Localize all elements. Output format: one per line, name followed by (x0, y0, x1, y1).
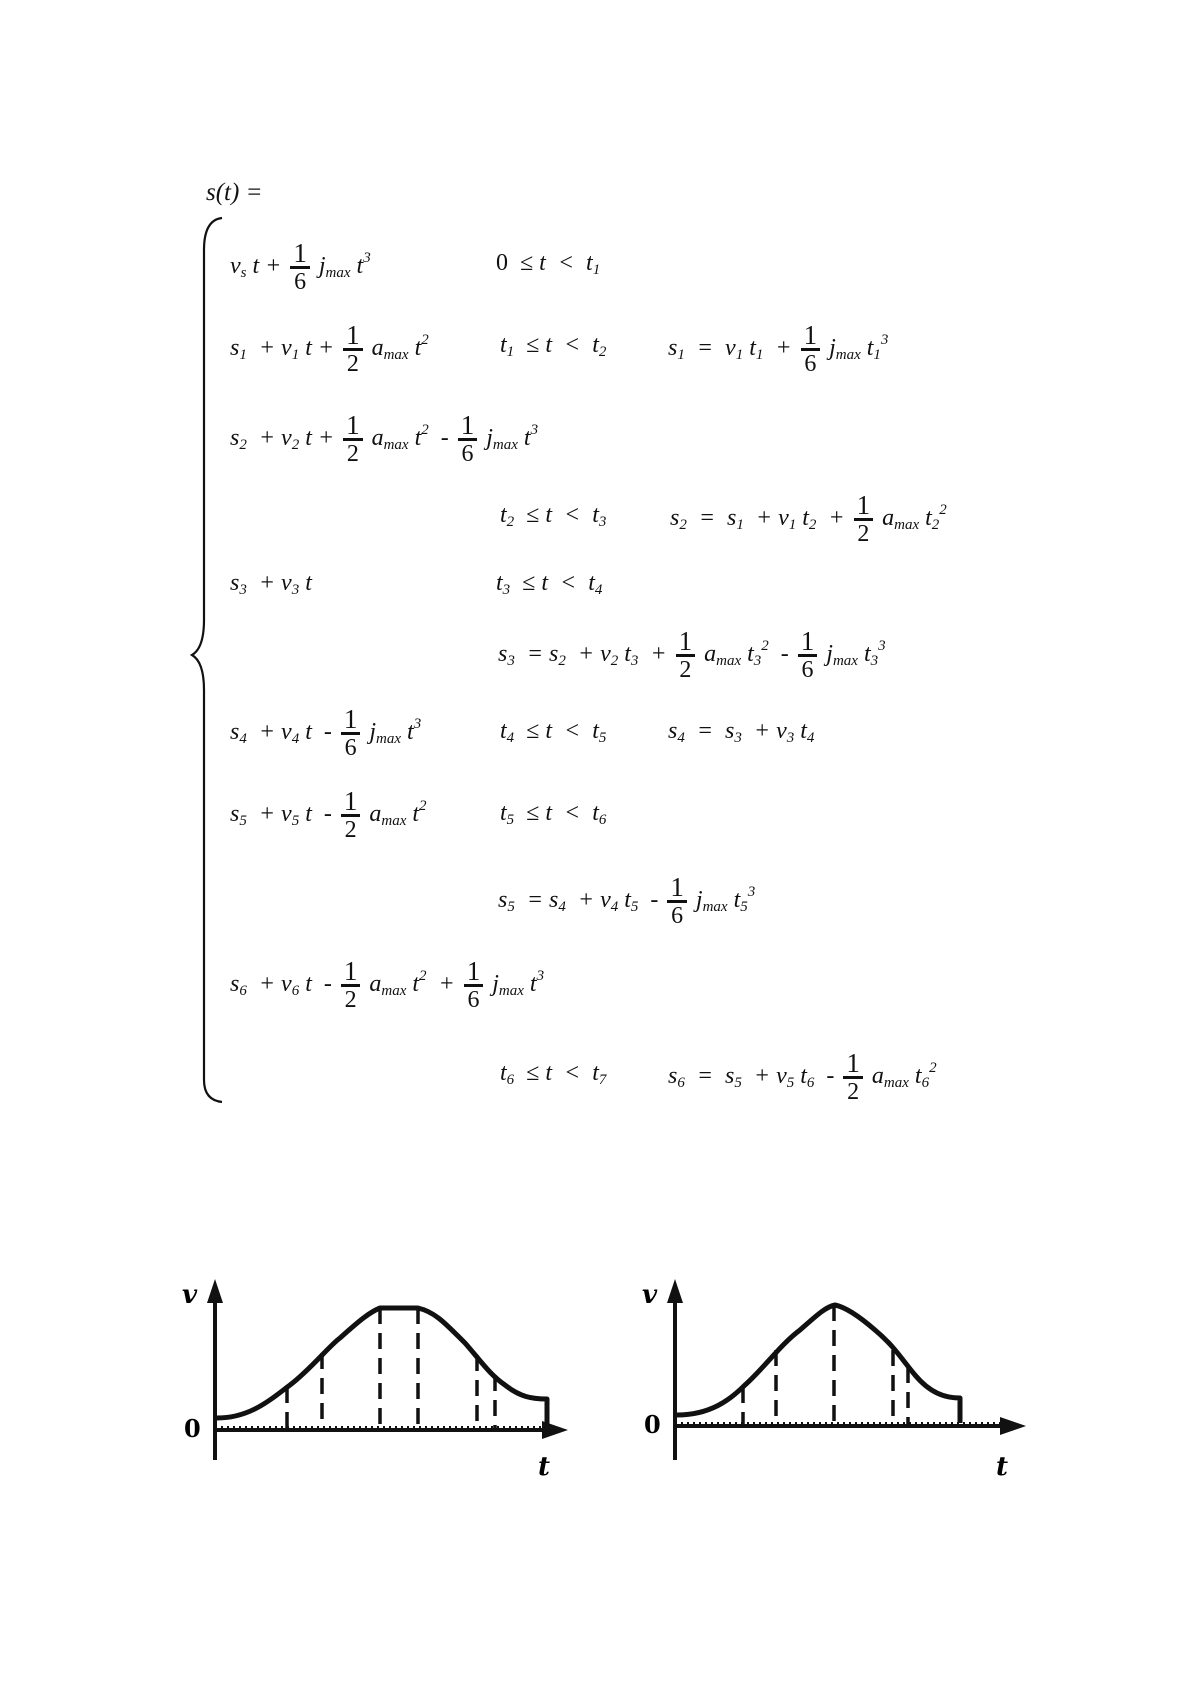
case-row-6-definition: $s_5 = s_4 + v_4$ $t_5$ - $\frac{1}{6}$ $j_{max}$ $t_5^3$ (498, 872, 756, 929)
case-row-7-expression: $s_6 + v_6$ t - $\frac{1}{2}$ $a_{max}$ $t^2$ + $\frac{1}{6}$ $j_{max}$ $t^3$ (230, 956, 545, 1013)
y-axis-arrow-icon (667, 1279, 683, 1303)
case-row-3-definition: $s_2 = s_1 + v_1$ $t_2$ + $\frac{1}{2}$ $a_{max}$ $t_2^2$ (670, 490, 947, 547)
x-axis-label: t (538, 1452, 551, 1482)
velocity-profile-without-plateau (630, 1275, 1050, 1495)
velocity-curve (217, 1308, 547, 1425)
case-row-5-condition: $t_4 \le t < t_5$ (500, 718, 607, 746)
case-row-1-condition: $0 \le t < t_1$ (496, 250, 601, 278)
y-axis-label: v (182, 1280, 198, 1310)
y-axis-arrow-icon (207, 1279, 223, 1303)
case-row-5-definition: $s_4 = s_3 + v_3$ $t_4$ (668, 718, 815, 746)
case-row-1-expression: $v_s$ t + $\frac{1}{6}$ $j_{max}$ $t^3$ (230, 238, 371, 295)
case-row-5-expression: $s_4 + v_4$ t - $\frac{1}{6}$ $j_{max}$ $t^3$ (230, 704, 422, 761)
case-row-7-condition: $t_6 \le t < t_7$ (500, 1060, 607, 1088)
y-axis-label: v (642, 1280, 658, 1310)
origin-label: 0 (644, 1410, 661, 1439)
equation-heading: s(t) = (206, 179, 263, 206)
x-axis-label: t (996, 1452, 1009, 1482)
case-row-4-definition: $s_3 = s_2 + v_2$ $t_3$ + $\frac{1}{2}$ $a_{max}$ $t_3^2$ - $\frac{1}{6}$ $j_{max}$ $t_3^3$ (498, 626, 886, 683)
case-row-2-condition: $t_1 \le t < t_2$ (500, 332, 607, 360)
case-row-2-expression: $s_1 + v_1$ t + $\frac{1}{2}$ $a_{max}$ $t^2$ (230, 320, 429, 377)
case-row-6-condition: $t_5 \le t < t_6$ (500, 800, 607, 828)
case-row-3-expression: $s_2 + v_2$ t + $\frac{1}{2}$ $a_{max}$ $t^2$ - $\frac{1}{6}$ $j_{max}$ $t^3$ (230, 410, 539, 467)
case-row-7-definition: $s_6 = s_5 + v_5$ $t_6$ - $\frac{1}{2}$ $a_{max}$ $t_6^2$ (668, 1048, 937, 1105)
case-row-3-condition: $t_2 \le t < t_3$ (500, 502, 607, 530)
origin-label: 0 (184, 1414, 201, 1443)
velocity-curve (677, 1305, 960, 1423)
case-row-4-condition: $t_3 \le t < t_4$ (496, 570, 603, 598)
case-row-4-expression: $s_3 + v_3$ t (230, 570, 312, 598)
x-axis-arrow-icon (1000, 1417, 1026, 1435)
velocity-profile-with-plateau (170, 1275, 590, 1495)
case-row-2-definition: $s_1 = v_1$ $t_1$ + $\frac{1}{6}$ $j_{max}$ $t_1^3$ (668, 320, 889, 377)
case-row-6-expression: $s_5 + v_5$ t - $\frac{1}{2}$ $a_{max}$ $t^2$ (230, 786, 427, 843)
